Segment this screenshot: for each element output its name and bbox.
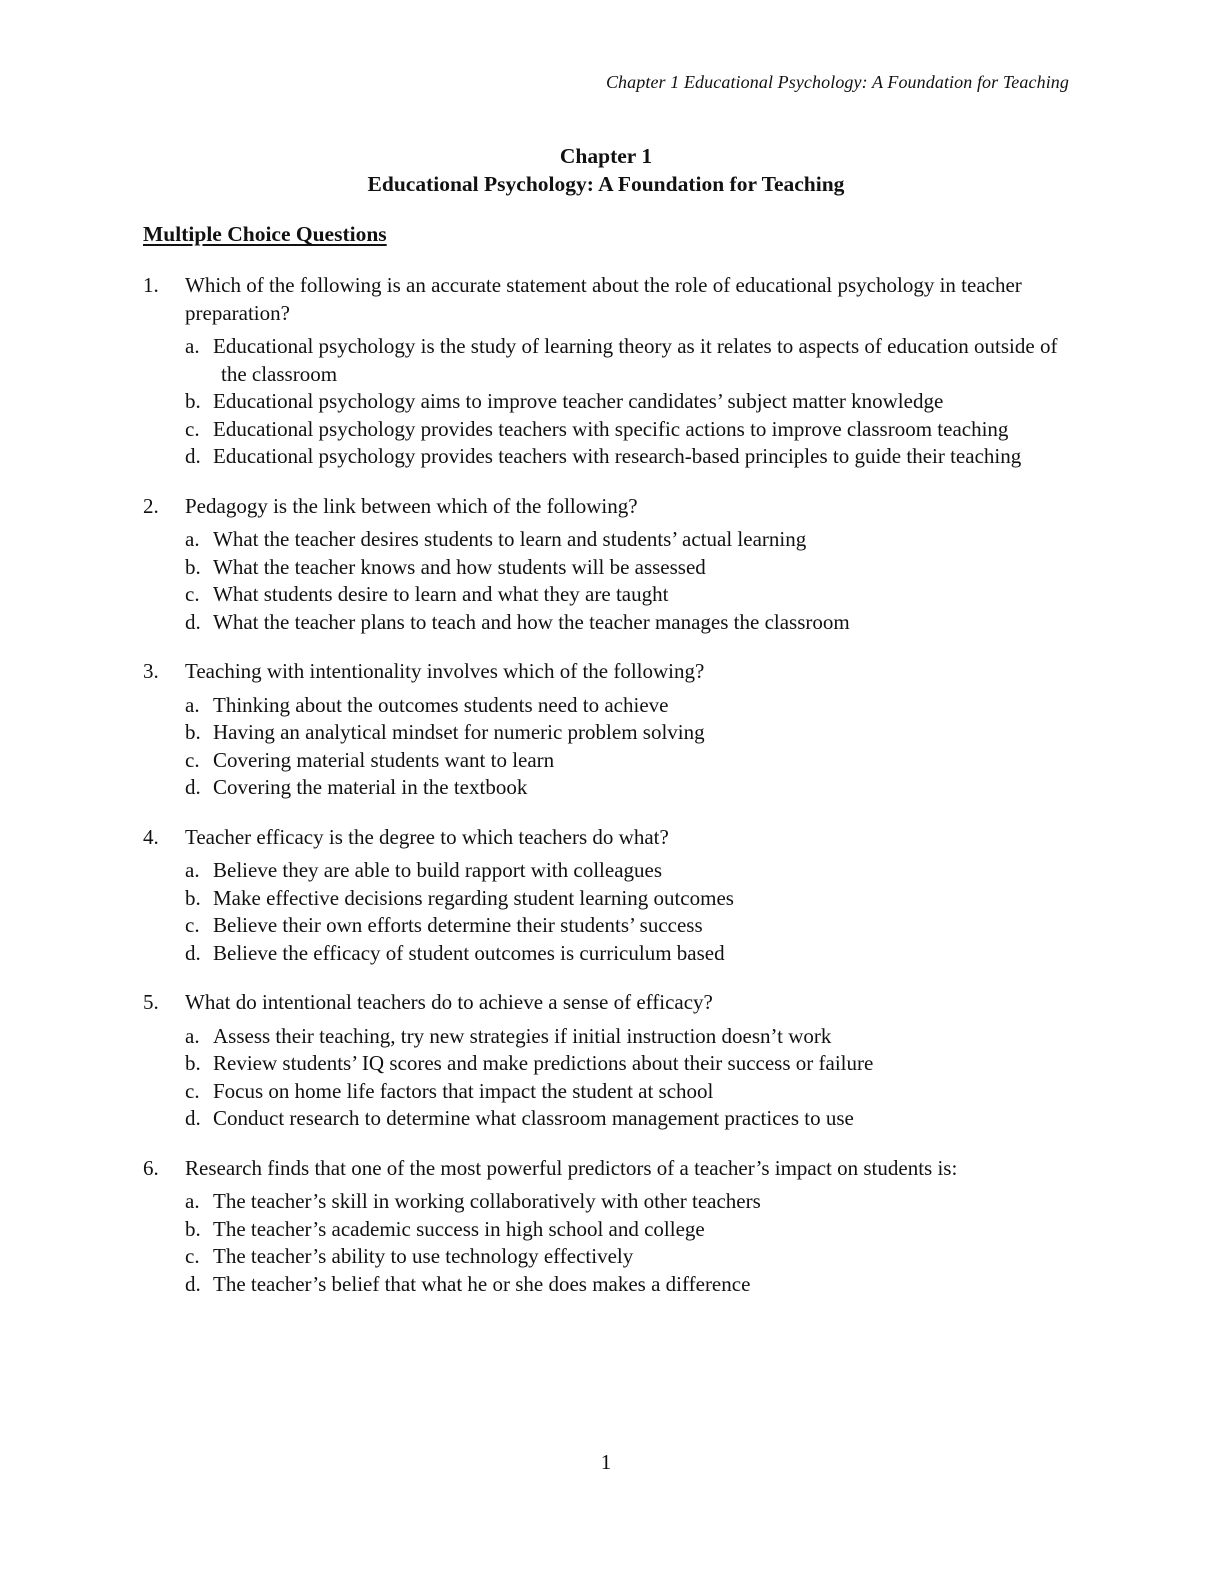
running-header: Chapter 1 Educational Psychology: A Foundation for Teaching (605, 72, 1069, 92)
question-number: 2. (143, 493, 159, 518)
option-letter: a. (185, 858, 200, 882)
option-b (143, 554, 1078, 582)
option-text: Believe they are able to build rapport with colleagues (213, 858, 663, 882)
option-letter: c. (185, 913, 200, 937)
chapter-title-block (0, 142, 1212, 198)
option-text: What students desire to learn and what they are taught (213, 582, 669, 606)
question-text: Teacher efficacy is the degree to which teachers do what? (185, 824, 669, 849)
question-2 (143, 493, 1078, 637)
question-stem (143, 658, 1078, 686)
question-stem (143, 272, 1078, 327)
option-list (143, 692, 1078, 802)
question-6 (143, 1155, 1078, 1299)
option-letter: c. (185, 416, 200, 441)
option-list (143, 1023, 1078, 1133)
question-number: 6. (143, 1155, 159, 1180)
question-number: 5. (143, 990, 159, 1014)
option-text: Assess their teaching, try new strategies if initial instruction doesn’t work (213, 1023, 832, 1048)
option-a (143, 333, 1078, 388)
option-text: Thinking about the outcomes students need to achieve (213, 692, 669, 717)
option-letter: b. (185, 389, 201, 413)
option-letter: c. (185, 1244, 200, 1268)
question-stem (143, 493, 1078, 521)
option-d (143, 774, 1078, 802)
question-number: 3. (143, 659, 159, 683)
page-number: 1 (600, 1450, 612, 1474)
option-d (143, 609, 1078, 637)
option-text: Covering material students want to learn (213, 747, 555, 772)
question-text: Pedagogy is the link between which of the following? (185, 493, 638, 518)
question-text: Which of the following is an accurate statement about the role of educational psychology in teacher preparation? (185, 273, 1022, 325)
option-letter: d. (185, 444, 201, 468)
option-list (143, 526, 1078, 636)
option-letter: b. (185, 1216, 201, 1241)
option-text: Make effective decisions regarding student learning outcomes (213, 885, 734, 910)
option-b (143, 885, 1078, 913)
option-list (143, 857, 1078, 967)
option-letter: d. (185, 775, 201, 799)
option-text: Believe the efficacy of student outcomes is curriculum based (213, 940, 725, 965)
option-text: Educational psychology provides teachers with research-based principles to guide their teaching (213, 444, 1022, 468)
option-letter: a. (185, 334, 200, 358)
option-c (143, 1078, 1078, 1106)
option-text: What the teacher knows and how students will be assessed (213, 554, 706, 579)
option-text: Educational psychology is the study of learning theory as it relates to aspects of education outside of the classroom (213, 334, 1058, 386)
option-letter: c. (185, 747, 200, 772)
option-d (143, 1271, 1078, 1299)
option-text: Educational psychology aims to improve teacher candidates’ subject matter knowledge (213, 389, 944, 413)
option-text: Covering the material in the textbook (213, 775, 528, 799)
question-number: 4. (143, 824, 159, 849)
section-heading: Multiple Choice Questions (143, 222, 387, 246)
option-d (143, 443, 1078, 471)
option-b (143, 1216, 1078, 1244)
option-list (143, 333, 1078, 471)
option-text: Review students’ IQ scores and make predictions about their success or failure (213, 1051, 874, 1075)
option-text: Educational psychology provides teachers with specific actions to improve classroom teaching (213, 416, 1009, 441)
option-c (143, 581, 1078, 609)
option-b (143, 388, 1078, 416)
option-a (143, 857, 1078, 885)
option-text: The teacher’s academic success in high school and college (213, 1216, 705, 1241)
question-list (143, 272, 1078, 1320)
question-number: 1. (143, 273, 159, 297)
option-text: What the teacher desires students to learn and students’ actual learning (213, 527, 807, 551)
chapter-subtitle: Educational Psychology: A Foundation for Teaching (367, 172, 845, 196)
option-letter: d. (185, 1106, 201, 1130)
question-text: Teaching with intentionality involves which of the following? (185, 659, 705, 683)
option-a (143, 1023, 1078, 1051)
question-text: What do intentional teachers do to achieve a sense of efficacy? (185, 990, 713, 1014)
question-text: Research finds that one of the most powerful predictors of a teacher’s impact on students is: (185, 1155, 958, 1180)
question-stem (143, 989, 1078, 1017)
option-c (143, 416, 1078, 444)
option-letter: d. (185, 1271, 201, 1296)
option-b (143, 1050, 1078, 1078)
option-letter: c. (185, 1078, 200, 1103)
question-stem (143, 1155, 1078, 1183)
option-letter: a. (185, 1189, 200, 1213)
question-4 (143, 824, 1078, 968)
option-letter: c. (185, 582, 200, 606)
option-d (143, 940, 1078, 968)
chapter-title: Chapter 1 (559, 144, 653, 168)
option-text: What the teacher plans to teach and how the teacher manages the classroom (213, 609, 850, 634)
option-text: Believe their own efforts determine their students’ success (213, 913, 703, 937)
option-letter: b. (185, 720, 201, 744)
option-letter: a. (185, 527, 200, 551)
option-letter: d. (185, 609, 201, 634)
option-letter: d. (185, 940, 201, 965)
option-letter: b. (185, 554, 201, 579)
question-3 (143, 658, 1078, 802)
question-1 (143, 272, 1078, 471)
question-5 (143, 989, 1078, 1133)
option-c (143, 912, 1078, 940)
option-letter: a. (185, 692, 200, 717)
question-stem (143, 824, 1078, 852)
option-b (143, 719, 1078, 747)
option-text: Conduct research to determine what classroom management practices to use (213, 1106, 854, 1130)
option-text: The teacher’s ability to use technology effectively (213, 1244, 634, 1268)
option-text: Focus on home life factors that impact the student at school (213, 1078, 714, 1103)
option-a (143, 526, 1078, 554)
option-c (143, 1243, 1078, 1271)
option-list (143, 1188, 1078, 1298)
option-d (143, 1105, 1078, 1133)
option-a (143, 1188, 1078, 1216)
option-text: Having an analytical mindset for numeric problem solving (213, 720, 705, 744)
option-letter: a. (185, 1023, 200, 1048)
option-letter: b. (185, 1051, 201, 1075)
option-text: The teacher’s belief that what he or she does makes a difference (213, 1271, 751, 1296)
option-c (143, 747, 1078, 775)
option-letter: b. (185, 885, 201, 910)
option-text: The teacher’s skill in working collaboratively with other teachers (213, 1189, 761, 1213)
option-a (143, 692, 1078, 720)
